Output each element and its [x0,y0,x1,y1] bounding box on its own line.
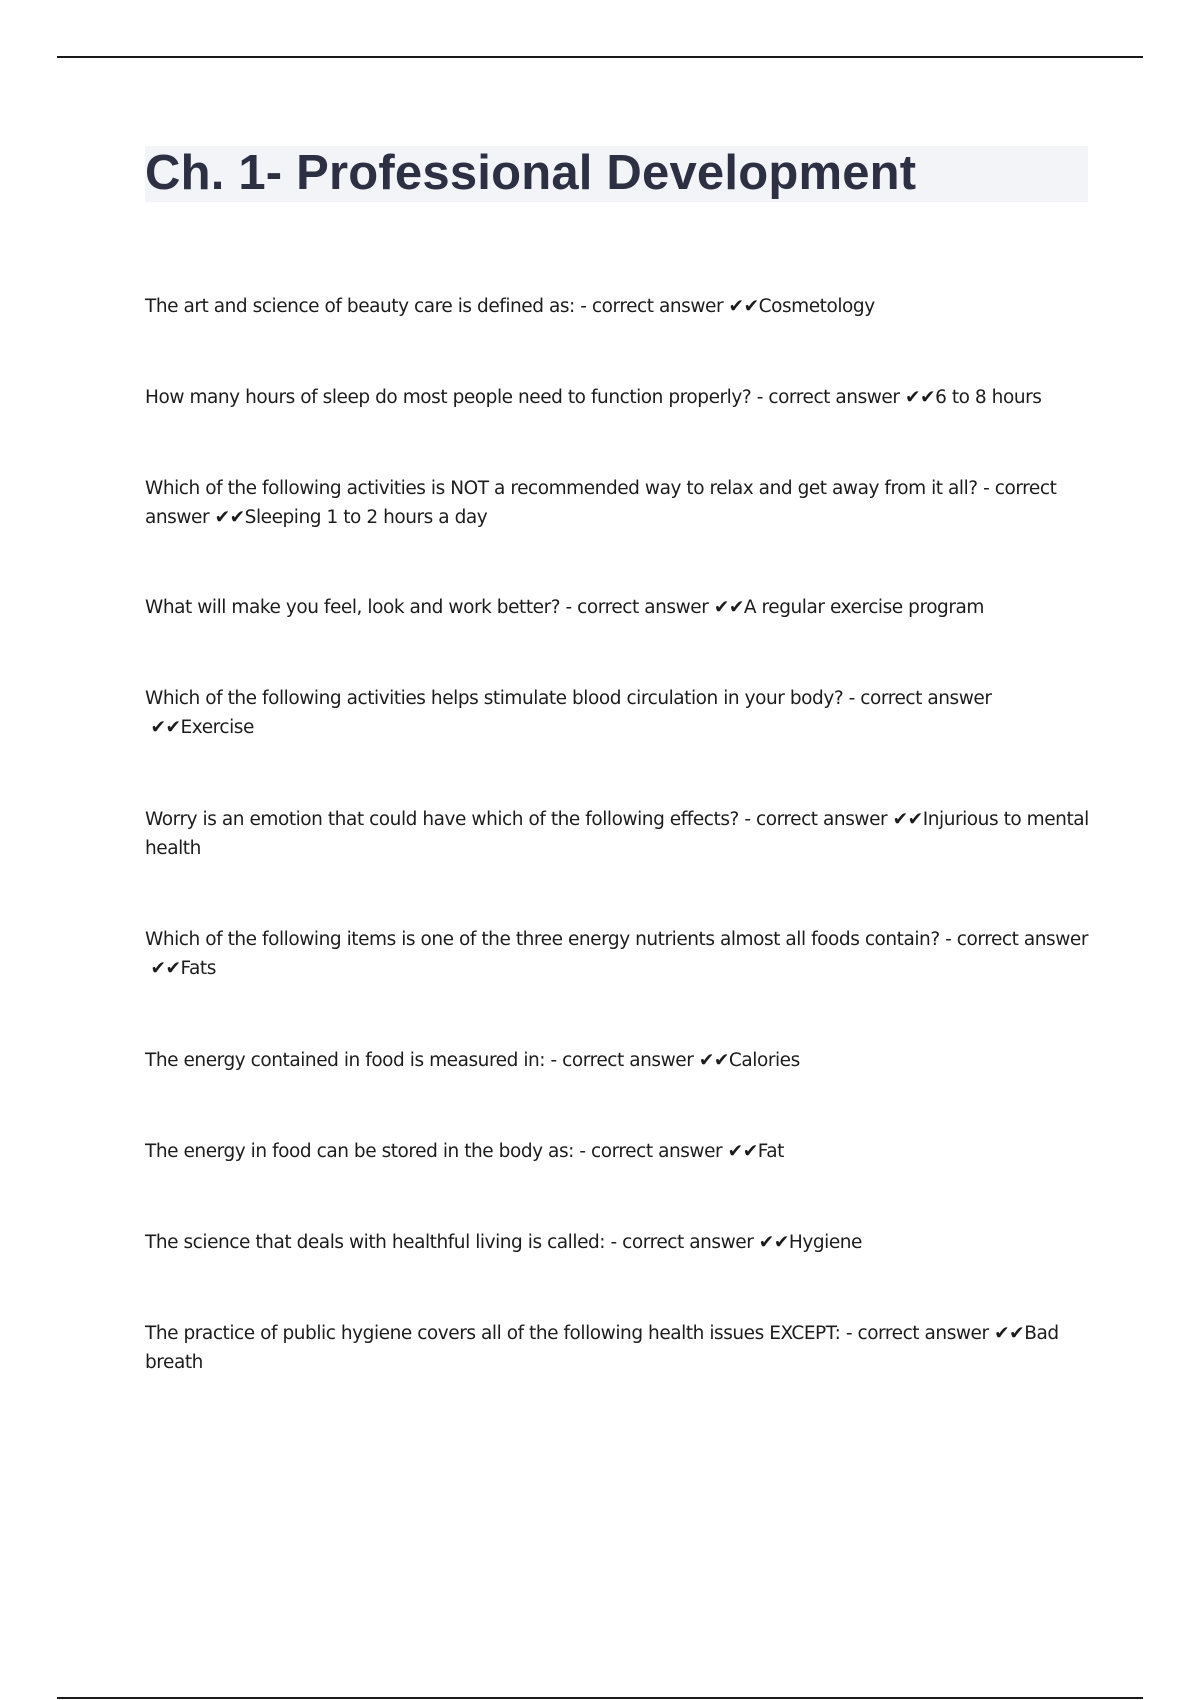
checkmark-icon: ✔✔ [728,296,759,317]
answer-text: Sleeping 1 to 2 hours a day [244,507,488,528]
qa-item [145,684,1090,742]
question-text: Which of the following activities helps stimulate blood circulation in your body? [145,688,844,709]
checkmark-icon: ✔✔ [727,1141,758,1162]
answer-text: Calories [728,1050,800,1071]
answer-text: Bad breath [145,1323,1059,1373]
answer-text: A regular exercise program [743,597,984,618]
checkmark-icon: ✔✔ [214,507,245,528]
question-text: Which of the following activities is NOT a recommended way to relax and get away from it all? [145,478,978,499]
question-text: The energy contained in food is measured in: [145,1050,546,1071]
checkmark-icon: ✔✔ [150,958,181,979]
question-text: The practice of public hygiene covers all of the following health issues EXCEPT: [145,1323,841,1344]
answer-marker: - correct answer [565,597,709,618]
question-text: The energy in food can be stored in the body as: [145,1141,574,1162]
checkmark-icon: ✔✔ [994,1323,1025,1344]
checkmark-icon: ✔✔ [150,717,181,738]
answer-text: Exercise [180,717,254,738]
answer-text: Injurious to mental health [145,809,1089,859]
answer-text: 6 to 8 hours [935,387,1042,408]
answer-text: Fat [757,1141,784,1162]
checkmark-icon: ✔✔ [698,1050,729,1071]
question-text: Worry is an emotion that could have which of the following effects? [145,809,739,830]
qa-item [145,925,1090,983]
answer-marker: - correct answer [845,1323,989,1344]
qa-item [145,805,1090,863]
qa-item [145,1228,1090,1257]
question-text: What will make you feel, look and work better? [145,597,561,618]
checkmark-icon: ✔✔ [758,1232,789,1253]
qa-item [145,1137,1090,1166]
answer-marker: - correct answer [579,1141,723,1162]
question-text: How many hours of sleep do most people need to function properly? [145,387,752,408]
checkmark-icon: ✔✔ [713,597,744,618]
answer-marker: - correct answer [848,688,992,709]
answer-marker: - correct answer [580,296,724,317]
qa-item [145,1319,1090,1377]
bottom-divider [57,1697,1143,1699]
answer-text: Fats [180,958,216,979]
answer-marker: - correct answer [610,1232,754,1253]
answer-marker: - correct answer [945,929,1088,950]
answer-marker: - correct answer [145,478,1057,528]
question-text: The art and science of beauty care is defined as: [145,296,575,317]
answer-text: Cosmetology [758,296,875,317]
answer-text: Hygiene [788,1232,862,1253]
qa-item [145,474,1090,532]
answer-marker: - correct answer [744,809,888,830]
qa-item [145,292,1090,321]
checkmark-icon: ✔✔ [904,387,936,408]
qa-item [145,1046,1090,1075]
top-divider [57,56,1143,58]
answer-marker: - correct answer [756,387,900,408]
question-text: Which of the following items is one of the three energy nutrients almost all foods contain? [145,929,940,950]
answer-marker: - correct answer [550,1050,694,1071]
checkmark-icon: ✔✔ [892,809,923,830]
qa-item [145,383,1090,412]
question-text: The science that deals with healthful living is called: [145,1232,606,1253]
qa-item [145,593,1090,622]
page-title: Ch. 1- Professional Development [145,146,917,200]
